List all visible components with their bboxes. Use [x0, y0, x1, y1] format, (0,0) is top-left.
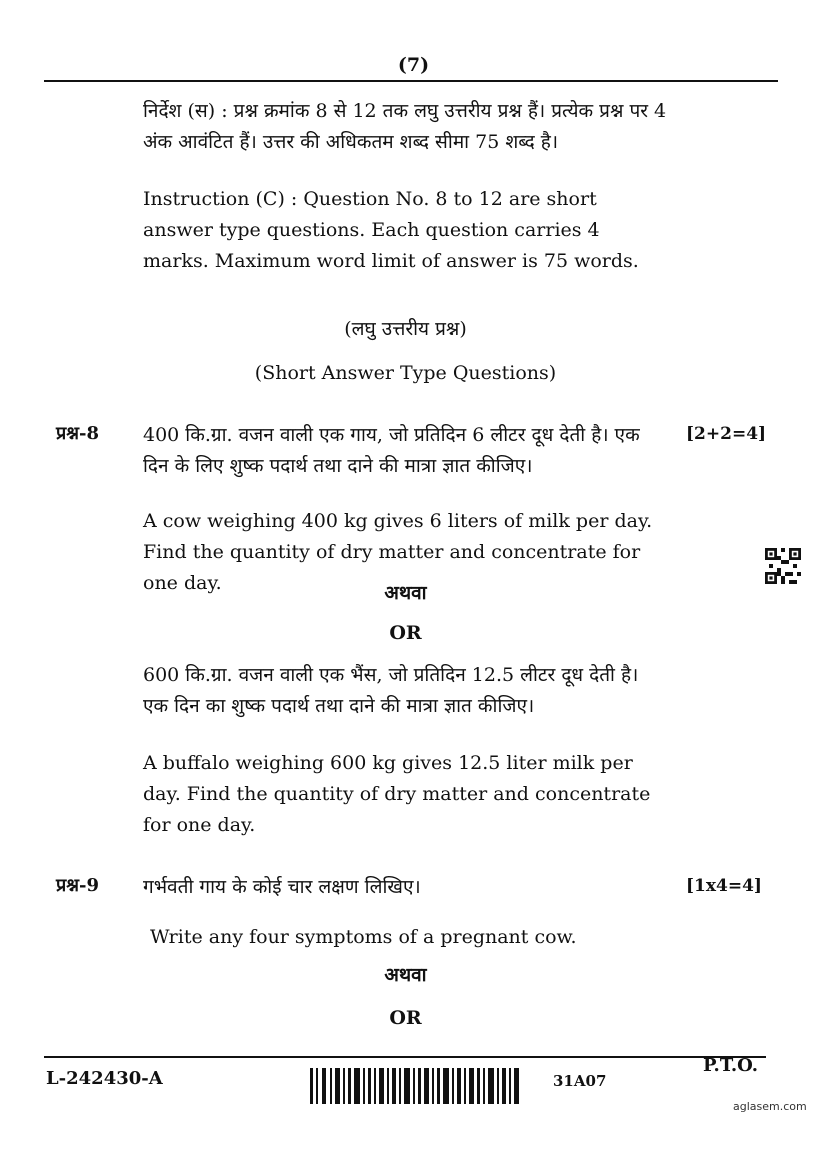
- section-title-hindi: (लघु उत्तरीय प्रश्न): [344, 318, 467, 340]
- question-8-alt-hindi: 600 कि.ग्रा. वजन वाली एक भैंस, जो प्रतिदिन 12.5 लीटर दूध देती है। एक दिन का शुष्क पदार्थ तथा दाने की मात्रा ज्ञात कीजिए।: [143, 664, 639, 717]
- barcode-text: 31A07: [553, 1072, 607, 1090]
- question-9-or-hindi: अथवा: [384, 964, 427, 986]
- question-9-english: Write any four symptoms of a pregnant cow.: [150, 926, 577, 948]
- footer-rule: [44, 1056, 766, 1058]
- watermark: aglasem.com: [733, 1100, 807, 1113]
- qr-code-icon: [765, 548, 801, 584]
- question-8-alt-english: A buffalo weighing 600 kg gives 12.5 liter milk per day. Find the quantity of dry matter and concentrate for one day.: [143, 752, 651, 836]
- question-8-label: प्रश्न-8: [56, 423, 99, 444]
- question-8-hindi: 400 कि.ग्रा. वजन वाली एक गाय, जो प्रतिदिन 6 लीटर दूध देती है। एक दिन के लिए शुष्क पदार्थ तथा दाने की मात्रा ज्ञात कीजिए।: [143, 424, 640, 477]
- barcode-icon: [310, 1068, 522, 1104]
- question-9-or-english: OR: [389, 1007, 422, 1029]
- question-9-hindi: गर्भवती गाय के कोई चार लक्षण लिखिए।: [143, 876, 421, 898]
- question-8-marks: [2+2=4]: [686, 424, 767, 444]
- paper-code: L-242430-A: [46, 1068, 163, 1089]
- instruction-hindi: निर्देश (स) : प्रश्न क्रमांक 8 से 12 तक लघु उत्तरीय प्रश्न हैं। प्रत्येक प्रश्न पर 4 अंक आवंटित हैं। उत्तर की अधिकतम शब्द सीमा 75 शब्द है।: [143, 100, 667, 153]
- question-8-english: A cow weighing 400 kg gives 6 liters of milk per day. Find the quantity of dry matter and concentrate for one day.: [143, 510, 653, 594]
- question-8-or-hindi: अथवा: [384, 582, 427, 604]
- question-9-label: प्रश्न-9: [56, 875, 99, 896]
- question-9-marks: [1x4=4]: [686, 876, 762, 896]
- page-number: (7): [397, 54, 430, 76]
- section-title-english: (Short Answer Type Questions): [254, 362, 557, 384]
- header-rule: [44, 80, 778, 82]
- instruction-english: Instruction (C) : Question No. 8 to 12 are short answer type questions. Each question carries 4 marks. Maximum word limit of answer is 75 words.: [143, 188, 639, 272]
- question-8-or-english: OR: [389, 622, 422, 644]
- pto-label: P.T.O.: [703, 1055, 759, 1076]
